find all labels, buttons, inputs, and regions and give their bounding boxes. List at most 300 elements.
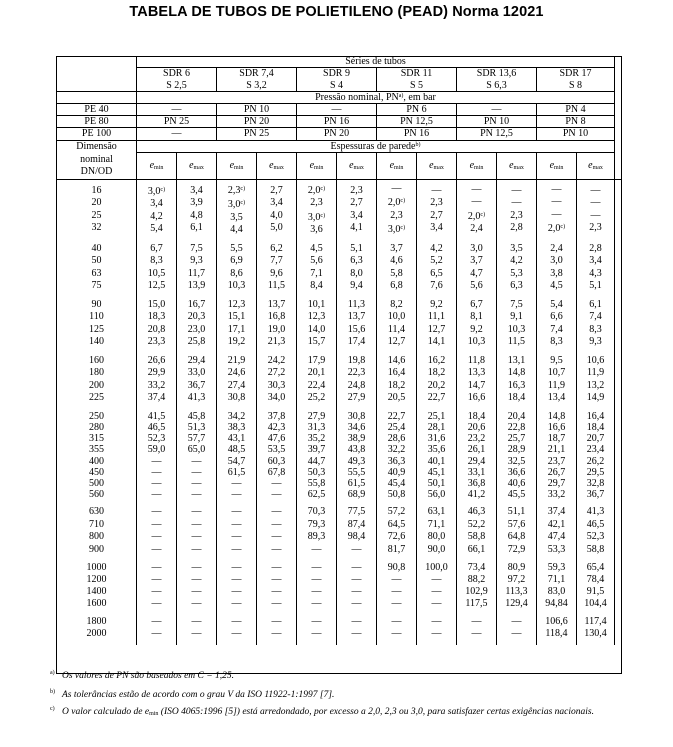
dn-value: 225 — [89, 392, 104, 404]
thickness-value: 55,8 — [307, 478, 326, 490]
thickness-value: — — [151, 478, 162, 490]
thickness-cell — [297, 242, 337, 298]
thickness-value: — — [231, 518, 242, 530]
thickness-cell — [137, 298, 177, 354]
thickness-value: 25,7 — [507, 433, 526, 445]
thickness-value: 6,9 — [230, 255, 243, 267]
thickness-value: 10,0 — [387, 311, 406, 323]
footnote-c: c) O valor calculado de emin (ISO 4065:1996 [5]) está arredondado, por excesso a 2,0, 2,3 ou 3,0, para satisfazer certas exigências nacionais. — [50, 706, 594, 717]
thickness-value: 9,5 — [550, 354, 563, 366]
thickness-value: — — [351, 574, 362, 586]
dn-value: 1000 — [86, 562, 107, 574]
thickness-value: 18,4 — [586, 422, 605, 434]
thickness-value: 70,3 — [307, 506, 326, 518]
thickness-value: 106,6 — [545, 616, 568, 628]
thickness-value: 11,5 — [267, 280, 286, 292]
thickness-value: 78,4 — [586, 574, 605, 586]
thickness-value: 14,0 — [307, 323, 326, 335]
thickness-value: 2,3 — [390, 209, 403, 221]
thickness-cell — [217, 505, 257, 561]
e-max-header: emax — [497, 152, 537, 179]
thickness-cell — [177, 298, 217, 354]
thickness-value: — — [231, 489, 242, 501]
thickness-value: 51,1 — [507, 506, 526, 518]
thickness-value: 3,0$^{c)}$ — [307, 211, 326, 223]
thickness-value: 34,2 — [227, 410, 246, 422]
thickness-value: — — [431, 574, 442, 586]
thickness-value: — — [431, 598, 442, 610]
thickness-value: 59,0 — [147, 444, 166, 456]
thickness-value: — — [351, 616, 362, 628]
thickness-value: 32,8 — [586, 478, 605, 490]
pn-value: PN 10 — [457, 116, 537, 128]
thickness-value: — — [231, 586, 242, 598]
thickness-value: — — [311, 586, 322, 598]
thickness-value: — — [311, 598, 322, 610]
thickness-value: 34,6 — [347, 422, 366, 434]
thickness-cell — [337, 505, 377, 561]
thickness-cell — [137, 561, 177, 615]
dn-value: 160 — [89, 354, 104, 366]
dn-value: 2000 — [86, 628, 107, 640]
thickness-value: — — [271, 598, 282, 610]
thickness-value: 63,1 — [427, 506, 446, 518]
thickness-value: 65,4 — [586, 562, 605, 574]
thickness-value: 52,3 — [147, 433, 166, 445]
thickness-value: 11,9 — [586, 367, 605, 379]
thickness-cell — [377, 505, 417, 561]
thickness-cell — [417, 561, 457, 615]
e-max-header: emax — [417, 152, 457, 179]
thickness-value: 2,3 — [430, 197, 443, 209]
dn-cell — [57, 561, 137, 615]
thickness-value: 25,1 — [427, 410, 446, 422]
thickness-value: — — [431, 628, 442, 640]
thickness-value: 3,8 — [550, 267, 563, 279]
thickness-value: 17,4 — [347, 336, 366, 348]
thickness-value: 16,3 — [507, 379, 526, 391]
thickness-cell — [497, 354, 537, 410]
thickness-value: 53,5 — [267, 444, 286, 456]
thickness-value: 14,8 — [507, 367, 526, 379]
thickness-value: 44,7 — [307, 455, 326, 467]
thickness-value: — — [391, 616, 402, 628]
thickness-value: — — [351, 562, 362, 574]
dn-value: 140 — [89, 336, 104, 348]
dn-value: 280 — [89, 422, 104, 434]
thickness-value: 14,6 — [387, 354, 406, 366]
thickness-value: 13,3 — [467, 367, 486, 379]
thickness-cell — [217, 242, 257, 298]
thickness-value: — — [311, 616, 322, 628]
dn-value: 355 — [89, 444, 104, 456]
series-s: S 4 — [297, 79, 377, 91]
thickness-value: 117,4 — [584, 616, 607, 628]
thickness-cell — [337, 354, 377, 410]
thickness-value: 41,3 — [586, 506, 605, 518]
table-group — [57, 561, 622, 615]
thickness-value: 2,7 — [430, 209, 443, 221]
thickness-value: 3,0 — [550, 255, 563, 267]
thickness-value: 24,2 — [267, 354, 286, 366]
thickness-value: 5,6 — [470, 280, 483, 292]
thickness-value: 31,6 — [427, 433, 446, 445]
thickness-value: — — [351, 543, 362, 555]
blank-corner — [57, 56, 137, 91]
thickness-value: 87,4 — [347, 518, 366, 530]
thickness-value: 37,4 — [147, 392, 166, 404]
thickness-value: — — [431, 616, 442, 628]
thickness-value: — — [391, 598, 402, 610]
dn-value: 200 — [89, 379, 104, 391]
thickness-value: 40,9 — [387, 466, 406, 478]
thickness-cell — [257, 615, 297, 645]
thickness-value: 18,7 — [547, 433, 566, 445]
thickness-cell — [457, 354, 497, 410]
thickness-value: 8,3 — [589, 323, 602, 335]
thickness-cell — [417, 410, 457, 506]
thickness-value: — — [151, 466, 162, 478]
thickness-cell — [537, 615, 577, 645]
dn-value: 560 — [89, 489, 104, 501]
thickness-value: 4,2 — [430, 242, 443, 254]
thickness-value: 21,9 — [227, 354, 246, 366]
thickness-cell — [137, 615, 177, 645]
thickness-value: 12,3 — [227, 298, 246, 310]
thickness-value: — — [271, 478, 282, 490]
dn-value: 63 — [91, 267, 102, 279]
thickness-value: 20,8 — [147, 323, 166, 335]
thickness-cell — [297, 179, 337, 242]
thickness-value: — — [351, 586, 362, 598]
dn-value: 450 — [89, 466, 104, 478]
table-group — [57, 410, 622, 506]
thickness-value: 81,7 — [387, 543, 406, 555]
pn-value: PN 20 — [297, 128, 377, 140]
thickness-value: 8,6 — [230, 267, 243, 279]
series-title: Séries de tubos — [137, 56, 615, 68]
thickness-value: 59,3 — [547, 562, 566, 574]
thickness-value: 7,6 — [430, 280, 443, 292]
thickness-value: 58,8 — [467, 531, 486, 543]
thickness-value: — — [191, 531, 202, 543]
footnote-b: b) As tolerâncias estão de acordo com o grau V da ISO 11922-1:1997 [7]. — [50, 689, 335, 700]
thickness-value: 53,3 — [547, 543, 566, 555]
thickness-value: — — [191, 598, 202, 610]
thickness-value: 22,7 — [387, 410, 406, 422]
thickness-value: 2,3$^{c)}$ — [227, 184, 246, 196]
thickness-value: 22,7 — [427, 392, 446, 404]
thickness-value: 10,1 — [307, 298, 326, 310]
thickness-value: 30,8 — [347, 410, 366, 422]
thickness-value: 5,5 — [230, 242, 243, 254]
thickness-value: 80,9 — [507, 562, 526, 574]
thickness-value: 29,4 — [187, 354, 206, 366]
dn-value: 500 — [89, 478, 104, 490]
thickness-value: 15,1 — [227, 311, 246, 323]
thickness-value: 36,7 — [187, 379, 206, 391]
thickness-value: 20,2 — [427, 379, 446, 391]
thickness-value: 102,9 — [465, 586, 488, 598]
thickness-value: 7,7 — [270, 255, 283, 267]
thickness-value: 5,6 — [310, 255, 323, 267]
pn-value: PN 12,5 — [457, 128, 537, 140]
thickness-value: — — [551, 196, 562, 208]
thickness-value: — — [271, 518, 282, 530]
thickness-value: 16,2 — [427, 354, 446, 366]
thickness-value: 28,6 — [387, 433, 406, 445]
dn-cell — [57, 242, 137, 298]
thickness-value: 38,3 — [227, 422, 246, 434]
thickness-cell — [537, 354, 577, 410]
thickness-value: 72,6 — [387, 531, 406, 543]
thickness-value: 23,7 — [547, 455, 566, 467]
table-group — [57, 354, 622, 410]
thickness-value: 16,8 — [267, 311, 286, 323]
dn-value: 125 — [89, 323, 104, 335]
e-min-header: emin — [217, 152, 257, 179]
thickness-value: 2,3 — [350, 184, 363, 196]
thickness-value: 26,6 — [147, 354, 166, 366]
thickness-value: 32,2 — [387, 444, 406, 456]
thickness-value: 4,7 — [470, 267, 483, 279]
thickness-value: — — [151, 574, 162, 586]
thickness-cell — [577, 410, 615, 506]
thickness-value: 2,4 — [550, 242, 563, 254]
thickness-value: — — [231, 478, 242, 490]
thickness-cell — [537, 561, 577, 615]
thickness-value: 14,7 — [467, 379, 486, 391]
thickness-value: 90,8 — [387, 562, 406, 574]
thickness-cell — [537, 505, 577, 561]
pe-row — [57, 128, 622, 140]
thickness-value: — — [471, 183, 482, 195]
thickness-cell — [257, 561, 297, 615]
thickness-cell — [217, 410, 257, 506]
thickness-cell — [297, 410, 337, 506]
dn-value: 1800 — [86, 616, 107, 628]
thickness-value: 41,5 — [147, 410, 166, 422]
thickness-value: 13,7 — [267, 298, 286, 310]
thickness-value: 9,3 — [589, 336, 602, 348]
thickness-value: — — [151, 506, 162, 518]
thickness-cell — [577, 179, 615, 242]
thickness-value: 5,4 — [150, 223, 163, 235]
pn-value: PN 10 — [217, 104, 297, 116]
thickness-cell — [417, 298, 457, 354]
thickness-cell — [497, 298, 537, 354]
thickness-value: 4,8 — [190, 209, 203, 221]
thickness-value: 28,1 — [427, 422, 446, 434]
pn-value: PN 25 — [137, 116, 217, 128]
thickness-value: 2,4 — [470, 223, 483, 235]
thickness-cell — [257, 354, 297, 410]
thickness-value: 18,4 — [467, 410, 486, 422]
thickness-cell — [457, 615, 497, 645]
dn-value: 75 — [91, 280, 102, 292]
thickness-cell — [337, 561, 377, 615]
thickness-value: 5,2 — [430, 255, 443, 267]
thickness-value: — — [231, 616, 242, 628]
e-min-header: emin — [137, 152, 177, 179]
thickness-value: 43,8 — [347, 444, 366, 456]
thickness-value: 11,1 — [427, 311, 446, 323]
pn-value: PN 20 — [217, 116, 297, 128]
thickness-value: 71,1 — [427, 518, 446, 530]
thickness-cell — [497, 561, 537, 615]
pn-value: PN 8 — [537, 116, 615, 128]
thickness-value: 5,4 — [550, 298, 563, 310]
thickness-value: 19,2 — [227, 336, 246, 348]
thickness-cell — [577, 298, 615, 354]
thickness-value: 13,9 — [187, 280, 206, 292]
e-row-spacer — [615, 166, 622, 179]
thickness-value: — — [471, 616, 482, 628]
thickness-cell — [377, 410, 417, 506]
thickness-value: 29,4 — [467, 455, 486, 467]
series-sdr: SDR 7,4 — [217, 68, 297, 80]
thickness-value: 2,3 — [510, 209, 523, 221]
thickness-value: 3,6 — [310, 224, 323, 236]
thickness-value: 24,8 — [347, 379, 366, 391]
table-group — [57, 242, 622, 298]
thickness-value: 8,0 — [350, 267, 363, 279]
pn-value: — — [137, 128, 217, 140]
thickness-cell — [177, 242, 217, 298]
dn-value: 900 — [89, 543, 104, 555]
thickness-cell — [337, 298, 377, 354]
thickness-value: 8,2 — [390, 298, 403, 310]
thickness-value: 36,8 — [467, 478, 486, 490]
thickness-value: 77,5 — [347, 506, 366, 518]
thickness-cell — [457, 179, 497, 242]
dn-cell — [57, 179, 137, 242]
thickness-value: 18,3 — [147, 311, 166, 323]
thickness-value: 12,5 — [147, 280, 166, 292]
thickness-value: 46,3 — [467, 506, 486, 518]
thickness-value: 37,8 — [267, 410, 286, 422]
thickness-value: 15,7 — [307, 336, 326, 348]
dn-value: 1600 — [86, 598, 107, 610]
thickness-value: 13,1 — [507, 354, 526, 366]
thickness-value: 33,2 — [547, 489, 566, 501]
pe-label: PE 80 — [57, 116, 137, 128]
thickness-cell — [417, 179, 457, 242]
footnote-a: a) Os valores de PN são baseados em C = 1,25. — [50, 670, 235, 681]
thickness-value: — — [271, 543, 282, 555]
thickness-value: 19,0 — [267, 323, 286, 335]
thickness-value: 60,3 — [267, 455, 286, 467]
series-s: S 8 — [537, 79, 615, 91]
thickness-value: 5,8 — [390, 267, 403, 279]
thickness-value: 29,5 — [586, 466, 605, 478]
thickness-value: — — [151, 489, 162, 501]
thickness-value: 47,4 — [547, 531, 566, 543]
thickness-value: 15,6 — [347, 323, 366, 335]
thickness-value: 11,3 — [347, 298, 366, 310]
thickness-value: 6,8 — [390, 280, 403, 292]
thickness-value: — — [191, 574, 202, 586]
thickness-cell — [417, 615, 457, 645]
thickness-cell — [377, 242, 417, 298]
thickness-cell — [417, 242, 457, 298]
thickness-value: 40,1 — [427, 455, 446, 467]
thickness-cell — [457, 242, 497, 298]
pn-value: PN 25 — [217, 128, 297, 140]
thickness-value: 52,2 — [467, 518, 486, 530]
thickness-value: 10,3 — [227, 280, 246, 292]
thickness-value: — — [471, 196, 482, 208]
thickness-value: 25,8 — [187, 336, 206, 348]
thickness-value: 10,5 — [147, 267, 166, 279]
thickness-value: 12,7 — [427, 323, 446, 335]
thickness-value: — — [191, 489, 202, 501]
dn-value: 20 — [91, 197, 102, 209]
thickness-value: 3,4 — [190, 184, 203, 196]
dn-value: 50 — [91, 255, 102, 267]
thickness-value: 40,6 — [507, 478, 526, 490]
thickness-value: — — [271, 586, 282, 598]
thickness-value: 48,5 — [227, 444, 246, 456]
thickness-value: — — [431, 586, 442, 598]
thickness-value: 6,2 — [270, 242, 283, 254]
thickness-cell — [337, 410, 377, 506]
thickness-value: 7,5 — [190, 242, 203, 254]
thickness-cell — [497, 505, 537, 561]
thickness-value: 38,9 — [347, 433, 366, 445]
thickness-value: — — [151, 598, 162, 610]
thickness-cell — [297, 298, 337, 354]
thickness-value: 30,8 — [227, 392, 246, 404]
thickness-value: 50,1 — [427, 478, 446, 490]
thickness-cell — [217, 354, 257, 410]
thickness-value: — — [590, 184, 601, 196]
e-max-header: emax — [577, 152, 615, 179]
thickness-value: 14,1 — [427, 336, 446, 348]
thickness-value: 117,5 — [465, 598, 488, 610]
thickness-value: 5,3 — [510, 267, 523, 279]
thickness-value: 11,4 — [387, 323, 406, 335]
thickness-value: 29,7 — [547, 478, 566, 490]
thickness-value: 7,4 — [550, 323, 563, 335]
thickness-value: 4,2 — [150, 210, 163, 222]
thickness-value: 8,3 — [150, 255, 163, 267]
thickness-value: — — [271, 489, 282, 501]
thickness-value: 3,7 — [470, 255, 483, 267]
thickness-cell — [297, 354, 337, 410]
thickness-value: 97,2 — [507, 574, 526, 586]
thickness-value: — — [191, 506, 202, 518]
series-s: S 6,3 — [457, 79, 537, 91]
thickness-cell — [377, 561, 417, 615]
thickness-cell — [417, 354, 457, 410]
thickness-cell — [497, 179, 537, 242]
thickness-value: 3,7 — [390, 242, 403, 254]
thickness-value: 65,0 — [187, 444, 206, 456]
thickness-value: 39,7 — [307, 444, 326, 456]
thickness-value: 16,4 — [387, 367, 406, 379]
thickness-value: 29,9 — [147, 367, 166, 379]
thickness-value: 3,5 — [230, 211, 243, 223]
thickness-value: 43,1 — [227, 433, 246, 445]
thickness-cell — [337, 615, 377, 645]
thickness-value: — — [151, 518, 162, 530]
thickness-value: — — [271, 616, 282, 628]
thickness-value: 45,5 — [507, 489, 526, 501]
thickness-cell — [177, 505, 217, 561]
pn-value: PN 10 — [537, 128, 615, 140]
thickness-value: 5,0 — [270, 222, 283, 234]
